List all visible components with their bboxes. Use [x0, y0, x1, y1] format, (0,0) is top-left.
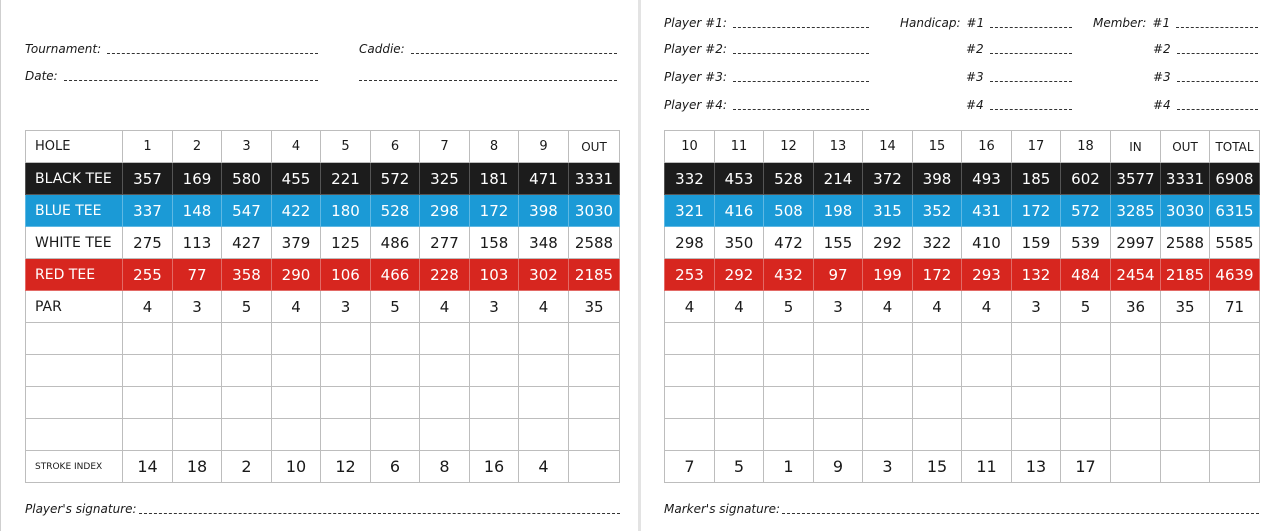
- yardage-cell: 228: [420, 259, 470, 291]
- yardage-cell: 158: [470, 227, 519, 259]
- stroke-index-cell: 4: [519, 451, 569, 483]
- member-4-field[interactable]: [1153, 96, 1258, 112]
- yardage-cell: 528: [371, 195, 420, 227]
- front-white-tee-row: [26, 227, 620, 259]
- stroke-index-cell: [569, 451, 620, 483]
- yardage-cell: 298: [665, 227, 715, 259]
- hole-number: 9: [519, 131, 569, 163]
- yardage-cell: 493: [962, 163, 1012, 195]
- yardage-cell: 410: [962, 227, 1012, 259]
- par-label: PAR: [26, 291, 123, 323]
- player-4-label: Player #4:: [664, 98, 727, 112]
- black-tee-label: BLACK TEE: [26, 163, 123, 195]
- yardage-cell: 358: [222, 259, 272, 291]
- hole-number: 7: [420, 131, 470, 163]
- player-1-field[interactable]: [664, 14, 869, 30]
- stroke-index-cell: [1111, 451, 1161, 483]
- yardage-cell: 398: [519, 195, 569, 227]
- yardage-cell: 172: [1012, 195, 1061, 227]
- par-cell: 3: [814, 291, 863, 323]
- stroke-index-cell: 12: [321, 451, 371, 483]
- yardage-total-cell: 3331: [569, 163, 620, 195]
- stroke-index-cell: 13: [1012, 451, 1061, 483]
- yardage-cell: 431: [962, 195, 1012, 227]
- handicap-slot-1: #1: [966, 16, 985, 30]
- player-3-label: Player #3:: [664, 70, 727, 84]
- hole-number: 16: [962, 131, 1012, 163]
- member-slot-2: #2: [1153, 42, 1171, 56]
- stroke-index-cell: 1: [764, 451, 814, 483]
- hole-number: 10: [665, 131, 715, 163]
- par-cell: 4: [420, 291, 470, 323]
- hole-number: 8: [470, 131, 519, 163]
- yardage-cell: 539: [1061, 227, 1111, 259]
- handicap-4-field[interactable]: [966, 96, 1072, 112]
- yardage-cell: 432: [764, 259, 814, 291]
- yardage-cell: 97: [814, 259, 863, 291]
- member-slot-1: #1: [1152, 16, 1171, 30]
- par-cell: 5: [371, 291, 420, 323]
- yardage-cell: 255: [123, 259, 173, 291]
- yardage-cell: 293: [962, 259, 1012, 291]
- stroke-index-cell: 2: [222, 451, 272, 483]
- front-score-row-3[interactable]: [26, 387, 620, 419]
- yardage-cell: 199: [863, 259, 913, 291]
- yardage-cell: 172: [470, 195, 519, 227]
- handicap-slot-3: #3: [966, 70, 984, 84]
- hole-label: HOLE: [26, 131, 123, 163]
- player-2-field[interactable]: [664, 40, 869, 56]
- par-total-cell: 36: [1111, 291, 1161, 323]
- front-score-row-4[interactable]: [26, 419, 620, 451]
- yardage-total-cell: 2997: [1111, 227, 1161, 259]
- member-slot-3: #3: [1153, 70, 1171, 84]
- yardage-cell: 379: [272, 227, 321, 259]
- yardage-cell: 132: [1012, 259, 1061, 291]
- front-blue-tee-row: [26, 195, 620, 227]
- handicap-label: Handicap:: [900, 16, 961, 30]
- player-4-field[interactable]: [664, 96, 869, 112]
- handicap-1-field[interactable]: [900, 14, 1072, 30]
- caddie-extra-field[interactable]: [359, 67, 617, 83]
- player-3-field[interactable]: [664, 68, 869, 84]
- handicap-2-field[interactable]: [966, 40, 1072, 56]
- tournament-line: [107, 53, 318, 54]
- member-3-field[interactable]: [1153, 68, 1258, 84]
- yardage-cell: 572: [1061, 195, 1111, 227]
- tournament-label: Tournament:: [25, 42, 102, 56]
- date-label: Date:: [25, 69, 58, 83]
- yardage-cell: 159: [1012, 227, 1061, 259]
- yardage-total-cell: 2588: [569, 227, 620, 259]
- yardage-total-cell: 3577: [1111, 163, 1161, 195]
- yardage-cell: 185: [1012, 163, 1061, 195]
- par-cell: 5: [1061, 291, 1111, 323]
- yardage-total-cell: 5585: [1210, 227, 1260, 259]
- stroke-index-cell: 9: [814, 451, 863, 483]
- front-nine-table: [25, 130, 620, 483]
- front-hole-row: [26, 131, 620, 163]
- yardage-cell: 357: [123, 163, 173, 195]
- par-cell: 4: [272, 291, 321, 323]
- caddie-field[interactable]: [359, 40, 617, 56]
- yardage-cell: 321: [665, 195, 715, 227]
- par-cell: 4: [962, 291, 1012, 323]
- yardage-total-cell: 6315: [1210, 195, 1260, 227]
- member-slot-4: #4: [1153, 98, 1171, 112]
- tournament-field[interactable]: [25, 40, 318, 56]
- player-2-label: Player #2:: [664, 42, 727, 56]
- back-stroke-index-row: [665, 451, 1260, 483]
- yardage-cell: 106: [321, 259, 371, 291]
- hole-number: 5: [321, 131, 371, 163]
- yardage-cell: 298: [420, 195, 470, 227]
- yardage-total-cell: 6908: [1210, 163, 1260, 195]
- par-cell: 5: [222, 291, 272, 323]
- handicap-3-field[interactable]: [966, 68, 1072, 84]
- yardage-cell: 253: [665, 259, 715, 291]
- player-signature-label: Player's signature:: [25, 502, 137, 516]
- yardage-cell: 214: [814, 163, 863, 195]
- yardage-cell: 125: [321, 227, 371, 259]
- par-cell: 3: [1012, 291, 1061, 323]
- caddie-label: Caddie:: [359, 42, 405, 56]
- yardage-cell: 398: [913, 163, 962, 195]
- yardage-cell: 275: [123, 227, 173, 259]
- yardage-cell: 486: [371, 227, 420, 259]
- out-header: OUT: [569, 131, 620, 163]
- yardage-cell: 350: [715, 227, 764, 259]
- yardage-cell: 198: [814, 195, 863, 227]
- member-2-field[interactable]: [1153, 40, 1258, 56]
- par-cell: 3: [321, 291, 371, 323]
- par-cell: 4: [123, 291, 173, 323]
- caddie-extra-line: [359, 80, 617, 81]
- yardage-cell: 427: [222, 227, 272, 259]
- yardage-cell: 528: [764, 163, 814, 195]
- yardage-cell: 103: [470, 259, 519, 291]
- yardage-total-cell: 2588: [1161, 227, 1210, 259]
- yardage-cell: 471: [519, 163, 569, 195]
- center-fold-divider: [638, 0, 641, 531]
- marker-signature-field[interactable]: [664, 500, 1259, 516]
- hole-number: 6: [371, 131, 420, 163]
- yardage-total-cell: 3331: [1161, 163, 1210, 195]
- yardage-cell: 484: [1061, 259, 1111, 291]
- yardage-cell: 416: [715, 195, 764, 227]
- yardage-cell: 466: [371, 259, 420, 291]
- par-total-cell: 71: [1210, 291, 1260, 323]
- hole-number: 12: [764, 131, 814, 163]
- member-1-field[interactable]: [1093, 14, 1258, 30]
- stroke-index-cell: 5: [715, 451, 764, 483]
- caddie-line: [411, 53, 617, 54]
- front-score-row-1[interactable]: [26, 323, 620, 355]
- stroke-index-label: STROKE INDEX: [26, 451, 123, 483]
- yardage-cell: 453: [715, 163, 764, 195]
- back-blue-tee-row: [665, 195, 1260, 227]
- yardage-total-cell: 2185: [1161, 259, 1210, 291]
- par-cell: 4: [913, 291, 962, 323]
- yardage-cell: 113: [173, 227, 222, 259]
- white-tee-label: WHITE TEE: [26, 227, 123, 259]
- par-cell: 3: [173, 291, 222, 323]
- yardage-total-cell: 2185: [569, 259, 620, 291]
- yardage-cell: 77: [173, 259, 222, 291]
- front-red-tee-row: [26, 259, 620, 291]
- stroke-index-cell: 10: [272, 451, 321, 483]
- yardage-cell: 580: [222, 163, 272, 195]
- back-white-tee-row: [665, 227, 1260, 259]
- yardage-cell: 472: [764, 227, 814, 259]
- stroke-index-cell: 16: [470, 451, 519, 483]
- back-par-row: [665, 291, 1260, 323]
- stroke-index-cell: 15: [913, 451, 962, 483]
- yardage-total-cell: 4639: [1210, 259, 1260, 291]
- date-line: [64, 80, 318, 81]
- par-cell: 4: [665, 291, 715, 323]
- yardage-cell: 422: [272, 195, 321, 227]
- par-total-cell: 35: [1161, 291, 1210, 323]
- yardage-cell: 292: [863, 227, 913, 259]
- yardage-cell: 508: [764, 195, 814, 227]
- yardage-total-cell: 3030: [1161, 195, 1210, 227]
- yardage-cell: 322: [913, 227, 962, 259]
- yardage-cell: 181: [470, 163, 519, 195]
- player-signature-field[interactable]: [25, 500, 620, 516]
- yardage-cell: 325: [420, 163, 470, 195]
- par-total-cell: 35: [569, 291, 620, 323]
- yardage-cell: 337: [123, 195, 173, 227]
- par-cell: 4: [863, 291, 913, 323]
- yardage-total-cell: 3285: [1111, 195, 1161, 227]
- stroke-index-cell: 6: [371, 451, 420, 483]
- back-nine-table: [664, 130, 1260, 483]
- page-edge: [0, 0, 1, 531]
- hole-number: 14: [863, 131, 913, 163]
- yardage-cell: 180: [321, 195, 371, 227]
- hole-number: 15: [913, 131, 962, 163]
- handicap-slot-2: #2: [966, 42, 984, 56]
- stroke-index-cell: 18: [173, 451, 222, 483]
- stroke-index-cell: 3: [863, 451, 913, 483]
- total-header: TOTAL: [1210, 131, 1260, 163]
- hole-number: 4: [272, 131, 321, 163]
- back-score-row-4[interactable]: [665, 419, 1260, 451]
- marker-signature-line: [782, 513, 1259, 514]
- yardage-cell: 155: [814, 227, 863, 259]
- stroke-index-cell: [1210, 451, 1260, 483]
- yardage-cell: 372: [863, 163, 913, 195]
- marker-signature-label: Marker's signature:: [664, 502, 781, 516]
- yardage-cell: 315: [863, 195, 913, 227]
- par-cell: 4: [715, 291, 764, 323]
- stroke-index-cell: 11: [962, 451, 1012, 483]
- front-black-tee-row: [26, 163, 620, 195]
- yardage-cell: 455: [272, 163, 321, 195]
- hole-number: 3: [222, 131, 272, 163]
- stroke-index-cell: 8: [420, 451, 470, 483]
- stroke-index-cell: 14: [123, 451, 173, 483]
- yardage-cell: 352: [913, 195, 962, 227]
- stroke-index-cell: 17: [1061, 451, 1111, 483]
- hole-number: 2: [173, 131, 222, 163]
- back-hole-row: [665, 131, 1260, 163]
- yardage-cell: 602: [1061, 163, 1111, 195]
- hole-number: 18: [1061, 131, 1111, 163]
- yardage-cell: 148: [173, 195, 222, 227]
- back-score-row-3[interactable]: [665, 387, 1260, 419]
- in-header: IN: [1111, 131, 1161, 163]
- par-cell: 3: [470, 291, 519, 323]
- yardage-total-cell: 2454: [1111, 259, 1161, 291]
- hole-number: 11: [715, 131, 764, 163]
- yardage-cell: 169: [173, 163, 222, 195]
- front-stroke-index-row: [26, 451, 620, 483]
- member-label: Member:: [1093, 16, 1147, 30]
- stroke-index-cell: [1161, 451, 1210, 483]
- yardage-cell: 172: [913, 259, 962, 291]
- yardage-cell: 221: [321, 163, 371, 195]
- back-score-row-1[interactable]: [665, 323, 1260, 355]
- out-header: OUT: [1161, 131, 1210, 163]
- stroke-index-cell: 7: [665, 451, 715, 483]
- yardage-cell: 332: [665, 163, 715, 195]
- yardage-cell: 290: [272, 259, 321, 291]
- yardage-cell: 302: [519, 259, 569, 291]
- player-signature-line: [139, 513, 620, 514]
- par-cell: 5: [764, 291, 814, 323]
- front-par-row: [26, 291, 620, 323]
- hole-number: 17: [1012, 131, 1061, 163]
- blue-tee-label: BLUE TEE: [26, 195, 123, 227]
- date-field[interactable]: [25, 67, 318, 83]
- player-1-label: Player #1:: [664, 16, 727, 30]
- back-red-tee-row: [665, 259, 1260, 291]
- handicap-slot-4: #4: [966, 98, 984, 112]
- hole-number: 13: [814, 131, 863, 163]
- hole-number: 1: [123, 131, 173, 163]
- yardage-cell: 292: [715, 259, 764, 291]
- yardage-total-cell: 3030: [569, 195, 620, 227]
- red-tee-label: RED TEE: [26, 259, 123, 291]
- back-score-row-2[interactable]: [665, 355, 1260, 387]
- front-score-row-2[interactable]: [26, 355, 620, 387]
- yardage-cell: 547: [222, 195, 272, 227]
- yardage-cell: 572: [371, 163, 420, 195]
- yardage-cell: 348: [519, 227, 569, 259]
- back-black-tee-row: [665, 163, 1260, 195]
- par-cell: 4: [519, 291, 569, 323]
- yardage-cell: 277: [420, 227, 470, 259]
